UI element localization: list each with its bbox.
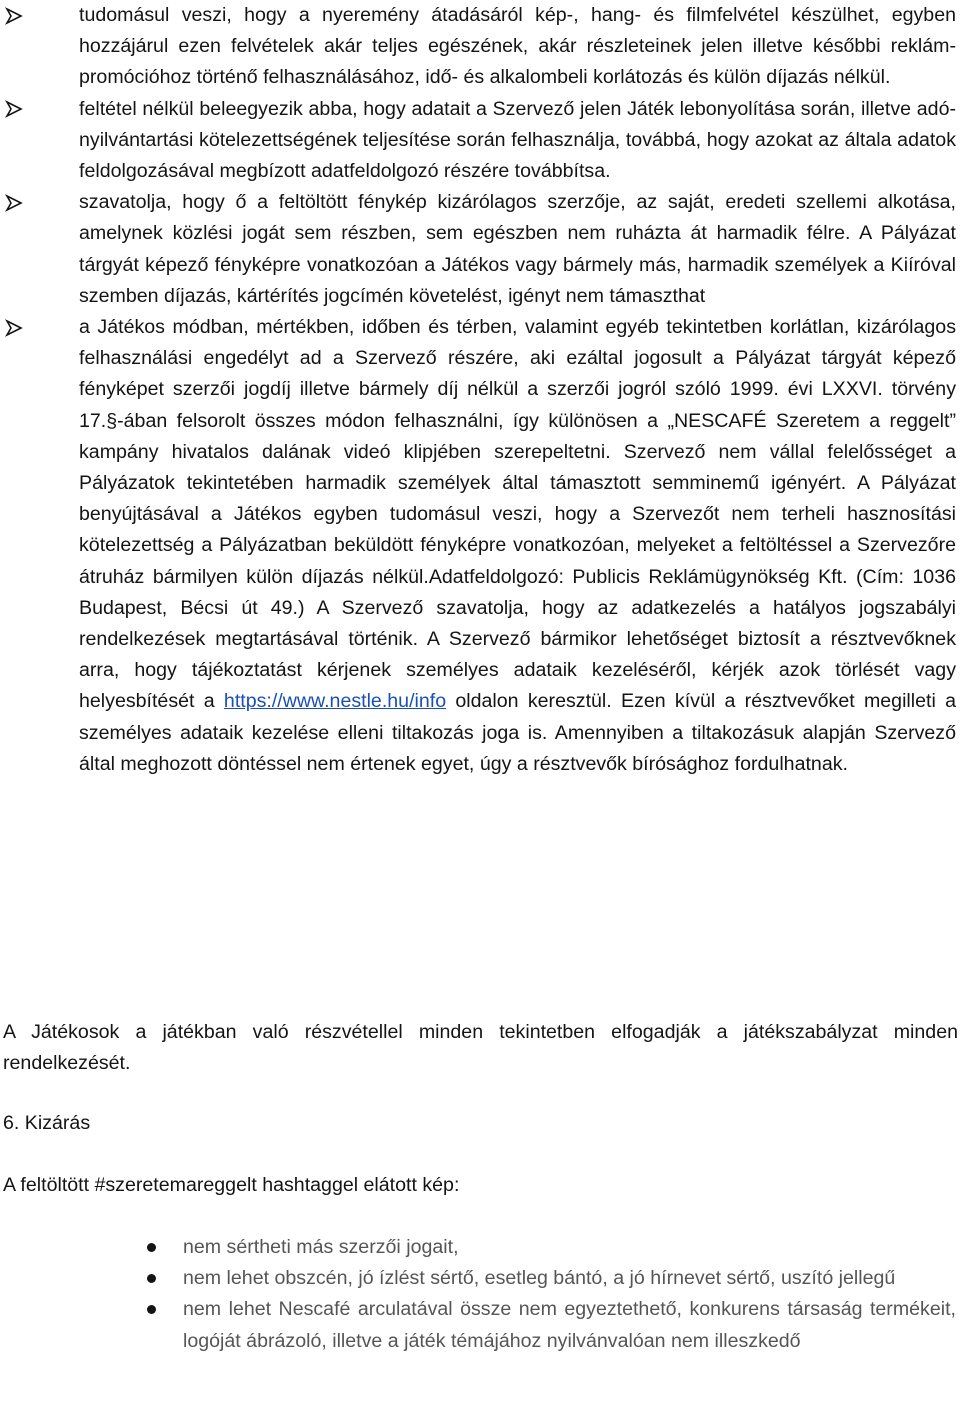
arrow-list-item (0, 94, 960, 188)
arrow-bullet-icon (3, 0, 25, 31)
arrow-list-item (0, 187, 960, 312)
bullet-dot-icon (147, 1243, 156, 1252)
nestle-info-link[interactable]: https://www.nestle.hu/info (223, 690, 447, 713)
bullet-list-item (0, 1294, 960, 1356)
arrow-list-item (0, 0, 960, 94)
bullet-item-text: nem lehet Nescafé arculatával össze nem egyeztethető, konkurens társaság termékeit, logóját ábrázoló, illetve a játék témájához nyilvánvalóan nem illeszkedő (183, 1298, 956, 1352)
arrow-bullet-icon (3, 312, 25, 343)
bullet-item-text: nem sértheti más szerzői jogait, (183, 1236, 459, 1258)
arrow-item-text: szavatolja, hogy ő a feltöltött fénykép kizárólagos szerzője, az saját, eredeti szellemi alkotása, amelynek közlési jogát sem részben, sem egészben nem ruházta át harmadik félre. A Pályázat tárgyát képező fényképre vonatkozóan a Játékos vagy bármely más, harmadik személyek a Kiíróval szemben díjazás, kártérítés jogcímén követelést, igényt nem támaszthat (79, 191, 956, 307)
arrow-item-text: tudomásul veszi, hogy a nyeremény átadásáról kép-, hang- és filmfelvétel készülhet, egyben hozzájárul ezen felvételek akár teljes egészének, akár részleteinek jelen illetve későbbi reklám-promócióhoz történő felhasználásához, idő- és alkalombeli korlátozás és külön díjazás nélkül. (79, 4, 956, 89)
section-heading: 6. Kizárás (3, 1112, 91, 1134)
arrow-item-text: feltétel nélkül beleegyezik abba, hogy adatait a Szervező jelen Játék lebonyolítása során, illetve adó-nyilvántartási kötelezettségének teljesítése során felhasználja, továbbá, hogy azokat az általa adatok feldolgozásával megbízott adatfeldolgozó részére továbbítsa. (79, 97, 956, 183)
arrow-list-item (0, 312, 960, 780)
bullet-list-item (0, 1263, 960, 1294)
arrow-item-text-before-link: a Játékos módban, mértékben, időben és térben, valamint egyéb tekintetben korlátlan, kizárólagos felhasználási engedélyt ad a Szervező részére, aki ezáltal jogosult a Pályázat tárgyát képező fényképet szerzői jogdíj illetve bármely díj nélkül a szerzői jogról szóló 1999. évi LXXVI. törvény 17.§-ában felsorolt összes módon felhasználni, így különösen a „NESCAFÉ Szeretem a reggelt” kampány hivatalos dalának videó klipjében szerepeltetni. Szervező nem vállal felelősséget a Pályázatok tekintetében harmadik személyek által támasztott semminemű igényért. A Pályázat benyújtásával a Játékos egyben tudomásul veszi, hogy a Szervezőt nem terheli hasznosítási kötelezettség a Pályázatban beküldött fényképre vonatkozóan, melyeket a feltöltéssel a Szervezőre átruház bármilyen külön díjazás nélkül.Adatfeldolgozó: Publicis Reklámügynökség Kft. (Cím: 1036 Budapest, Bécsi út 49.) A Szervező szavatolja, hogy az adatkezelés a hatályos jogszabályi rendelkezések megtartásával történik. A Szervező bármikor lehetőséget biztosít a résztvevőknek arra, hogy tájékoztatást kérjenek személyes adataik kezeléséről, kérjék azok törlését vagy helyesbítését a (79, 316, 956, 713)
bullet-list (0, 1232, 960, 1357)
arrow-bullet-icon (3, 187, 25, 218)
bullet-dot-icon (147, 1274, 156, 1283)
bullet-item-text: nem lehet obszcén, jó ízlést sértő, esetleg bántó, a jó hírnevet sértő, uszító jellegű (183, 1267, 896, 1290)
arrow-bullet-icon (3, 94, 25, 125)
bullet-list-item (0, 1232, 960, 1263)
bullet-dot-icon (147, 1305, 156, 1314)
arrow-item-text (79, 312, 956, 780)
arrow-item-text-after-link: oldalon keresztül. Ezen kívül a résztvevőket megilleti a személyes adataik kezelése elleni tiltakozás joga is. Amennyiben a tiltakozásuk alapján Szervező által meghozott döntéssel nem értenek egyet, úgy a résztvevők bírósághoz fordulhatnak. (79, 690, 956, 775)
intro-line: A feltöltött #szeretemareggelt hashtaggel elátott kép: (3, 1174, 460, 1196)
closing-paragraph: A Játékosok a játékban való részvétellel minden tekintetben elfogadják a játékszabályzat minden rendelkezését. (3, 1021, 958, 1074)
